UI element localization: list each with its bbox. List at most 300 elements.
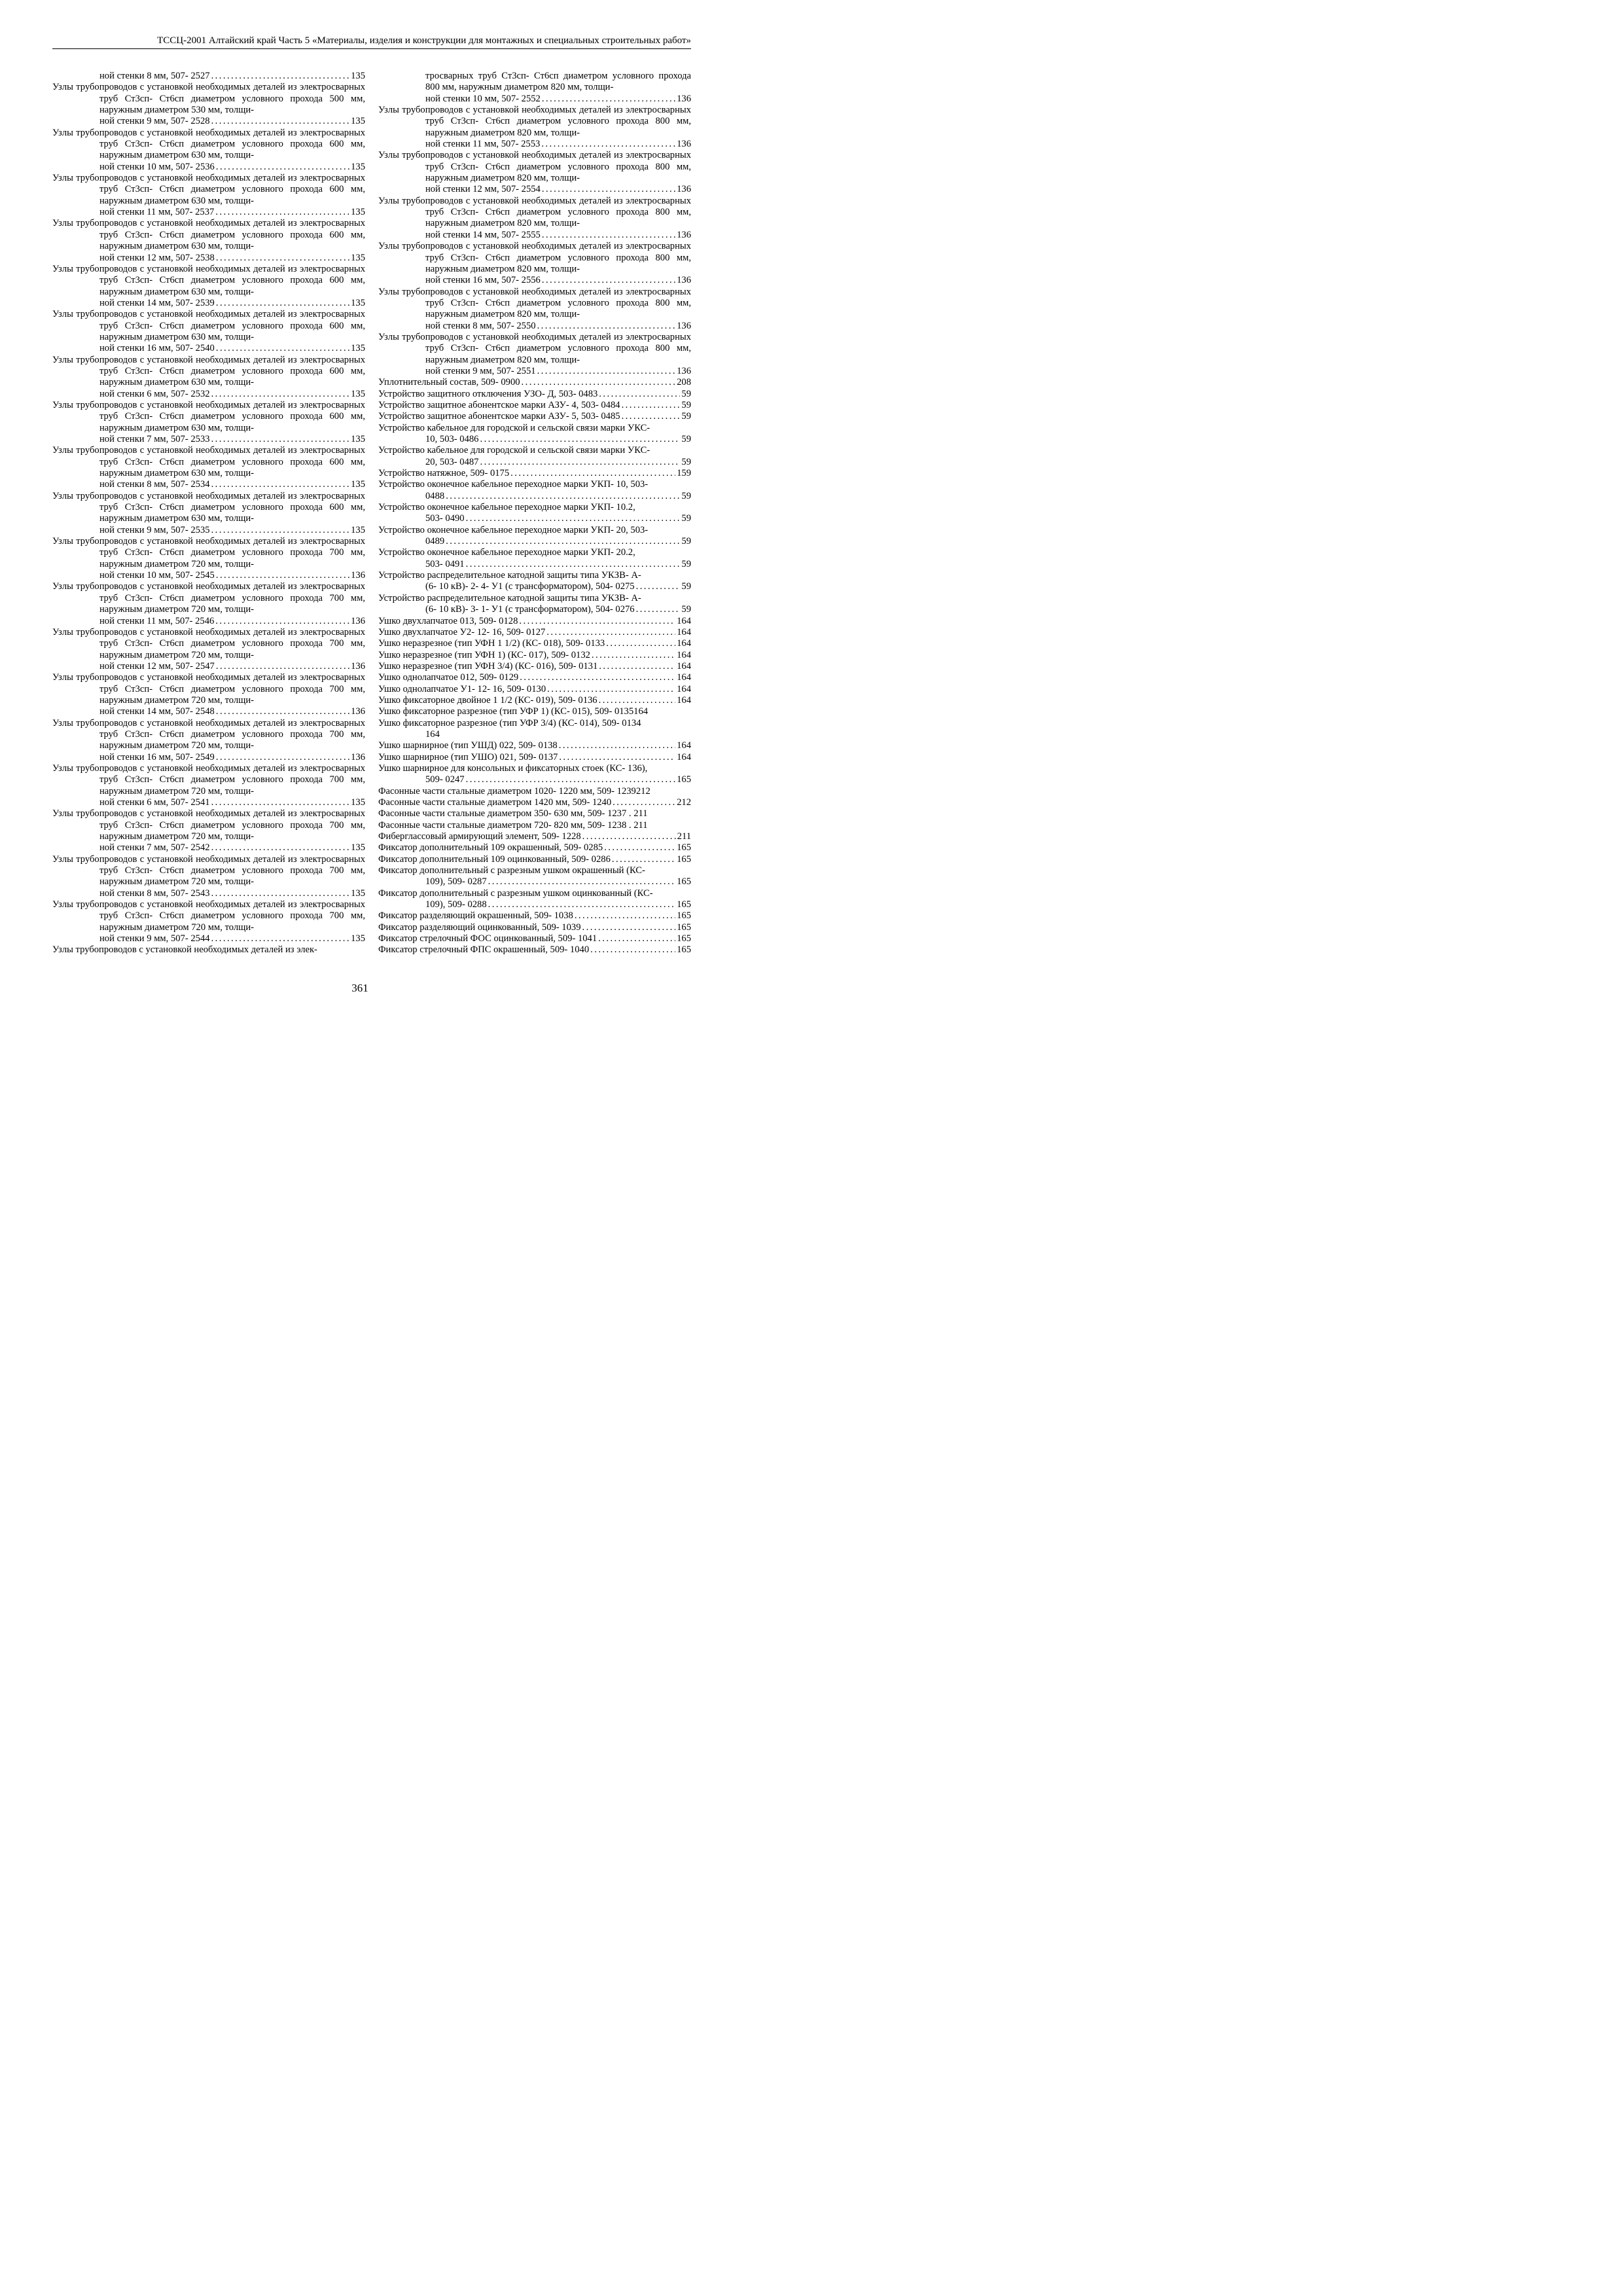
- entry-text: Фиберглассовый армирующий элемент, 509- 1228: [378, 831, 581, 842]
- index-entry: [378, 820, 691, 831]
- index-entry: [378, 627, 691, 638]
- index-line: [378, 650, 691, 661]
- index-line: [378, 638, 691, 649]
- entry-page: 59: [681, 456, 691, 467]
- entry-text: ной стенки 6 мм, 507- 2532: [99, 388, 210, 399]
- index-line: [378, 434, 691, 445]
- index-entry: [378, 831, 691, 842]
- dot-leader: [613, 797, 675, 808]
- entry-page: 136: [351, 660, 365, 672]
- entry-text: ной стенки 8 мм, 507- 2543: [99, 888, 210, 899]
- index-line: [52, 525, 365, 536]
- entry-lead: Узлы трубопроводов с установкой необходимых деталей из электросварных труб Ст3сп- Ст6сп диаметром условного прохода 600 мм, наружным диаметром 630 мм, толщи-: [52, 218, 365, 252]
- dot-leader: [488, 899, 675, 910]
- entry-page: 135: [351, 888, 365, 899]
- index-line: [52, 797, 365, 808]
- entry-text: 0489: [425, 536, 445, 547]
- index-entry: [378, 400, 691, 411]
- index-line: [52, 343, 365, 354]
- index-line: [378, 94, 691, 105]
- dot-leader: [522, 377, 676, 388]
- dot-leader: [582, 922, 676, 933]
- dot-leader: [599, 389, 680, 400]
- entry-text: ной стенки 9 мм, 507- 2551: [425, 365, 536, 376]
- entry-page: 135: [351, 297, 365, 308]
- entry-page: 136: [677, 139, 691, 150]
- entry-text: 503- 0491: [425, 558, 465, 569]
- index-entry: [378, 706, 691, 717]
- entry-text: Фиксатор разделяющий оцинкованный, 509- 1039: [378, 922, 581, 933]
- entry-page: 135: [351, 524, 365, 535]
- index-line: [378, 581, 691, 592]
- dot-leader: [216, 570, 349, 581]
- entry-lead: Узлы трубопроводов с установкой необходимых деталей из электросварных труб Ст3сп- Ст6сп диаметром условного прохода 600 мм, наружным диаметром 630 мм, толщи-: [52, 127, 365, 161]
- index-line: [378, 854, 691, 865]
- dot-leader: [211, 71, 350, 82]
- entry-lead: Устройство оконечное кабельное переходное марки УКП- 20, 503-: [378, 524, 649, 535]
- entry-text: 503- 0490: [425, 513, 465, 524]
- entry-text: ной стенки 8 мм, 507- 2550: [425, 320, 536, 331]
- entry-lead: Узлы трубопроводов с установкой необходимых деталей из электросварных труб Ст3сп- Ст6сп диаметром условного прохода 700 мм, наружным диаметром 720 мм, толщи-: [52, 626, 365, 660]
- index-line: [378, 377, 691, 388]
- dot-leader: [466, 559, 681, 570]
- entry-text: ной стенки 16 мм, 507- 2540: [99, 343, 215, 354]
- entry-lead: Узлы трубопроводов с установкой необходимых деталей из электросварных труб Ст3сп- Ст6сп диаметром условного прохода 800 мм, наружным диаметром 820 мм, толщи-: [378, 331, 691, 365]
- index-entry: [378, 547, 691, 570]
- dot-leader: [216, 298, 349, 309]
- entry-text: Ушко неразрезное (тип УФН 1) (КС- 017), 509- 0132: [378, 649, 590, 660]
- entry-page: 165: [677, 842, 691, 853]
- dot-leader: [590, 944, 675, 956]
- entry-text: Фасонные части стальные диаметром 350- 630 мм, 509- 1237 . 211: [378, 808, 648, 819]
- index-entry: [378, 150, 691, 195]
- index-entry: [378, 570, 691, 593]
- entry-lead: Узлы трубопроводов с установкой необходимых деталей из электросварных труб Ст3сп- Ст6сп диаметром условного прохода 600 мм, наружным диаметром 630 мм, толщи-: [52, 399, 365, 433]
- dot-leader: [542, 275, 675, 286]
- index-entry: [52, 173, 365, 218]
- entry-page: 164: [677, 683, 691, 694]
- index-entry: [52, 581, 365, 626]
- dot-leader: [216, 343, 349, 354]
- dot-leader: [599, 661, 675, 672]
- dot-leader: [520, 672, 675, 683]
- entry-text: Фиксатор дополнительный 109 оцинкованный, 509- 0286: [378, 853, 611, 865]
- index-entry: [378, 854, 691, 865]
- dot-leader: [606, 638, 675, 649]
- index-line: [378, 627, 691, 638]
- index-entry: [378, 944, 691, 956]
- entry-text: ной стенки 11 мм, 507- 2553: [425, 139, 541, 150]
- entry-text: ной стенки 16 мм, 507- 2549: [99, 751, 215, 762]
- index-line: [378, 366, 691, 377]
- entry-text: ной стенки 14 мм, 507- 2539: [99, 297, 215, 308]
- entry-page: 164: [677, 694, 691, 706]
- index-entry: [52, 899, 365, 944]
- entry-page: 165: [677, 774, 691, 785]
- index-entry: [378, 287, 691, 332]
- entry-page: 165: [677, 922, 691, 933]
- entry-page: 164: [677, 615, 691, 626]
- entry-text: ной стенки 11 мм, 507- 2546: [99, 615, 215, 626]
- index-entry: [378, 502, 691, 525]
- entry-page: 59: [681, 513, 691, 524]
- entry-text: ной стенки 10 мм, 507- 2552: [425, 93, 541, 104]
- entry-page: 165: [677, 899, 691, 910]
- entry-page: 135: [351, 252, 365, 263]
- entry-text: ной стенки 8 мм, 507- 2534: [99, 479, 210, 490]
- dot-leader: [216, 253, 349, 264]
- index-entry: [378, 332, 691, 377]
- index-entry: [378, 71, 691, 105]
- entry-page: 135: [351, 71, 365, 81]
- entry-lead: Устройство оконечное кабельное переходное марки УКП- 20.2,: [378, 547, 635, 558]
- entry-text: Устройство защитное абонентское марки АЗУ- 4, 503- 0484: [378, 399, 620, 410]
- entry-text: Уплотнительный состав, 509- 0900: [378, 377, 520, 388]
- entry-lead: тросварных труб Ст3сп- Ст6сп диаметром условного прохода 800 мм, наружным диаметром 820 мм, толщи-: [425, 71, 691, 93]
- index-line: [378, 944, 691, 956]
- dot-leader: [622, 411, 681, 422]
- index-entry: [378, 763, 691, 786]
- index-entry: [378, 638, 691, 649]
- entry-lead: Устройство оконечное кабельное переходное марки УКП- 10, 503-: [378, 479, 649, 490]
- index-entry: [378, 786, 691, 797]
- dot-leader: [211, 116, 350, 127]
- entry-lead: Узлы трубопроводов с установкой необходимых деталей из электросварных труб Ст3сп- Ст6сп диаметром условного прохода 600 мм, наружным диаметром 630 мм, толщи-: [52, 490, 365, 524]
- index-entry: [378, 650, 691, 661]
- entry-text: ной стенки 14 мм, 507- 2548: [99, 706, 215, 717]
- index-line: [52, 71, 365, 82]
- entry-text: Ушко шарнирное (тип УШД) 022, 509- 0138: [378, 740, 558, 751]
- entry-text: Устройство защитное абонентское марки АЗУ- 5, 503- 0485: [378, 411, 620, 422]
- entry-text: Ушко однолапчатое 012, 509- 0129: [378, 672, 519, 683]
- index-line: [52, 752, 365, 763]
- index-entry: [378, 525, 691, 548]
- index-line: [378, 275, 691, 286]
- dot-leader: [592, 650, 675, 661]
- index-entry: [52, 309, 365, 354]
- entry-lead: Фиксатор дополнительный с разрезным ушком окрашенный (КС-: [378, 865, 645, 876]
- index-entry: [52, 264, 365, 309]
- index-entry: [378, 752, 691, 763]
- index-entry: [378, 797, 691, 808]
- dot-leader: [537, 366, 676, 377]
- entry-text: Фасонные части стальные диаметром 720- 820 мм, 509- 1238 . 211: [378, 819, 648, 831]
- entry-text: ной стенки 9 мм, 507- 2535: [99, 524, 210, 535]
- entry-page: 59: [681, 536, 691, 547]
- index-line: [52, 888, 365, 899]
- entry-page: 165: [677, 910, 691, 922]
- index-entry: [52, 82, 365, 127]
- index-line: [52, 298, 365, 309]
- entry-page: 211: [677, 831, 691, 842]
- entry-text: Фиксатор стрелочный ФПС окрашенный, 509- 1040: [378, 944, 590, 956]
- entry-lead: Узлы трубопроводов с установкой необходимых деталей из электросварных труб Ст3сп- Ст6сп диаметром условного прохода 800 мм, наружным диаметром 820 мм, толщи-: [378, 150, 691, 184]
- entry-page: 135: [351, 933, 365, 944]
- index-entry: [378, 865, 691, 888]
- dot-leader: [480, 457, 680, 468]
- entry-text: Устройство защитного отключения УЗО- Д, 503- 0483: [378, 388, 598, 399]
- entry-lead: Узлы трубопроводов с установкой необходимых деталей из электросварных труб Ст3сп- Ст6сп диаметром условного прохода 800 мм, наружным диаметром 820 мм, толщи-: [378, 195, 691, 229]
- dot-leader: [211, 389, 350, 400]
- entry-lead: Узлы трубопроводов с установкой необходимых деталей из электросварных труб Ст3сп- Ст6сп диаметром условного прохода 600 мм, наружным диаметром 630 мм, толщи-: [52, 445, 365, 479]
- index-entry: [378, 241, 691, 286]
- dot-leader: [604, 842, 675, 853]
- index-line: [378, 604, 691, 615]
- index-line: [52, 434, 365, 445]
- entry-page: 59: [681, 388, 691, 399]
- entry-page: 136: [677, 365, 691, 376]
- index-entry: [52, 355, 365, 400]
- running-header: ТССЦ-2001 Алтайский край Часть 5 «Материалы, изделия и конструкции для монтажных и специальных строительных работ»: [52, 34, 691, 49]
- dot-leader: [216, 752, 349, 763]
- index-line: [378, 230, 691, 241]
- entry-text: ной стенки 12 мм, 507- 2538: [99, 252, 215, 263]
- index-entry: [378, 411, 691, 422]
- index-entry: [52, 491, 365, 536]
- entry-text: Фиксатор разделяющий окрашенный, 509- 1038: [378, 910, 573, 922]
- index-entry: [378, 672, 691, 683]
- index-line: [378, 457, 691, 468]
- index-line: [52, 207, 365, 218]
- entry-text: Ушко фиксаторное двойное 1 1/2 (КС- 019), 509- 0136: [378, 694, 597, 706]
- entry-text: Ушко неразрезное (тип УФН 3/4) (КС- 016), 509- 0131: [378, 660, 598, 672]
- dot-leader: [547, 684, 675, 695]
- index-line: [378, 842, 691, 853]
- index-line: [378, 797, 691, 808]
- dot-leader: [211, 888, 350, 899]
- index-line: [378, 184, 691, 195]
- index-entry: [378, 684, 691, 695]
- entry-page: 136: [677, 320, 691, 331]
- index-line: [378, 774, 691, 785]
- index-line: [378, 740, 691, 751]
- entry-text: Ушко шарнирное (тип УШО) 021, 509- 0137: [378, 751, 558, 762]
- index-entry: [52, 71, 365, 82]
- entry-text: 109), 509- 0288: [425, 899, 487, 910]
- entry-text: ной стенки 14 мм, 507- 2555: [425, 229, 541, 240]
- dot-leader: [546, 627, 675, 638]
- entry-text: Фиксатор стрелочный ФОС оцинкованный, 509- 1041: [378, 933, 597, 944]
- entry-lead: Узлы трубопроводов с установкой необходимых деталей из электросварных труб Ст3сп- Ст6сп диаметром условного прохода 700 мм, наружным диаметром 720 мм, толщи-: [52, 536, 365, 569]
- entry-page: 165: [677, 944, 691, 956]
- dot-leader: [519, 616, 675, 627]
- entry-lead: Узлы трубопроводов с установкой необходимых деталей из электросварных труб Ст3сп- Ст6сп диаметром условного прохода 700 мм, наружным диаметром 720 мм, толщи-: [52, 808, 365, 842]
- index-line: [378, 411, 691, 422]
- index-line: [378, 468, 691, 479]
- entry-page: 208: [677, 377, 691, 388]
- dot-leader: [636, 581, 681, 592]
- index-entry: [52, 854, 365, 899]
- entry-text: Ушко двухлапчатое 013, 509- 0128: [378, 615, 518, 626]
- index-column-left: [52, 71, 365, 956]
- entry-page: 164: [677, 638, 691, 649]
- dot-leader: [510, 468, 675, 479]
- dot-leader: [582, 831, 676, 842]
- entry-page: 135: [351, 842, 365, 853]
- entry-page: 136: [677, 275, 691, 286]
- entry-page: 135: [351, 797, 365, 808]
- entry-lead: Узлы трубопроводов с установкой необходимых деталей из электросварных труб Ст3сп- Ст6сп диаметром условного прохода 600 мм, наружным диаметром 630 мм, толщи-: [52, 309, 365, 342]
- entry-page: 165: [677, 853, 691, 865]
- index-entry: [378, 479, 691, 502]
- entry-lead: Узлы трубопроводов с установкой необходимых деталей из электросварных труб Ст3сп- Ст6сп диаметром условного прохода 600 мм, наружным диаметром 630 мм, толщи-: [52, 354, 365, 388]
- entry-text: 0488: [425, 490, 445, 501]
- entry-page: 164: [677, 626, 691, 637]
- entry-text: ной стенки 12 мм, 507- 2554: [425, 184, 541, 195]
- entry-text: 20, 503- 0487: [425, 456, 479, 467]
- entry-text: (6- 10 кВ)- 3- 1- У1 (с трансформатором), 504- 0276: [425, 604, 635, 615]
- index-line: [378, 933, 691, 944]
- entry-page: 164: [677, 672, 691, 683]
- index-line: [378, 661, 691, 672]
- entry-lead: Узлы трубопроводов с установкой необходимых деталей из электросварных труб Ст3сп- Ст6сп диаметром условного прохода 600 мм, наружным диаметром 630 мм, толщи-: [52, 173, 365, 206]
- entry-page: 136: [677, 229, 691, 240]
- index-entry: [378, 888, 691, 911]
- dot-leader: [542, 94, 675, 105]
- dot-leader: [559, 752, 675, 763]
- index-line: [378, 672, 691, 683]
- index-entry: [52, 763, 365, 808]
- entry-page: 159: [677, 468, 691, 479]
- entry-text: Фасонные части стальные диаметром 1420 мм, 509- 1240: [378, 797, 612, 808]
- entry-page: 59: [681, 490, 691, 501]
- index-entry: [52, 536, 365, 581]
- dot-leader: [541, 139, 675, 150]
- entry-lead: Устройство распределительное катодной защиты типа УКЗВ- А-: [378, 570, 641, 581]
- entry-lead: Узлы трубопроводов с установкой необходимых деталей из электросварных труб Ст3сп- Ст6сп диаметром условного прохода 700 мм, наружным диаметром 720 мм, толщи-: [52, 853, 365, 888]
- entry-page: 59: [681, 558, 691, 569]
- index-entry: [378, 695, 691, 706]
- entry-lead: Устройство распределительное катодной защиты типа УКЗВ- А-: [378, 592, 641, 603]
- entry-page: 212: [677, 797, 691, 808]
- index-line: [378, 831, 691, 842]
- index-line: [52, 933, 365, 944]
- entry-text: Ушко фиксаторное разрезное (тип УФР 3/4) (КС- 014), 509- 0134: [378, 717, 641, 728]
- index-line: [378, 139, 691, 150]
- dot-leader: [575, 910, 675, 922]
- entry-lead: Устройство оконечное кабельное переходное марки УКП- 10.2,: [378, 502, 635, 513]
- dot-leader: [211, 933, 350, 944]
- index-line: [52, 570, 365, 581]
- entry-text: ной стенки 12 мм, 507- 2547: [99, 660, 215, 672]
- entry-page: 164: [677, 751, 691, 762]
- index-entry: [378, 389, 691, 400]
- index-entry: [378, 910, 691, 922]
- entry-page: 164: [425, 728, 440, 740]
- entry-text: Устройство натяжное, 509- 0175: [378, 468, 510, 479]
- entry-text: ной стенки 7 мм, 507- 2542: [99, 842, 210, 853]
- entry-page: 136: [677, 184, 691, 195]
- index-entry: [52, 445, 365, 490]
- index-line: [378, 899, 691, 910]
- dot-leader: [211, 525, 350, 536]
- entry-text: Ушко фиксаторное разрезное (тип УФР 1) (КС- 015), 509- 0135164: [378, 706, 649, 717]
- entry-page: 59: [681, 399, 691, 410]
- entry-page: 136: [677, 93, 691, 104]
- index-entry: [52, 627, 365, 672]
- index-column-right: [378, 71, 691, 956]
- index-line: [378, 536, 691, 547]
- index-line: [378, 695, 691, 706]
- dot-leader: [446, 491, 680, 502]
- entry-page: 164: [677, 660, 691, 672]
- index-entry: [378, 468, 691, 479]
- entry-text: ной стенки 16 мм, 507- 2556: [425, 275, 541, 286]
- entry-page: 136: [351, 615, 365, 626]
- entry-text: Ушко двухлапчатое У2- 12- 16, 509- 0127: [378, 626, 546, 637]
- index-entry: [378, 105, 691, 150]
- index-entry: [52, 718, 365, 763]
- dot-leader: [211, 797, 350, 808]
- entry-lead: Узлы трубопроводов с установкой необходимых деталей из электросварных труб Ст3сп- Ст6сп диаметром условного прохода 700 мм, наружным диаметром 720 мм, толщи-: [52, 581, 365, 615]
- index-line: [52, 389, 365, 400]
- dot-leader: [216, 162, 349, 173]
- index-entry: [378, 661, 691, 672]
- index-entry: [378, 377, 691, 388]
- index-line: [52, 162, 365, 173]
- index-entry: [378, 423, 691, 446]
- entry-text: Ушко однолапчатое У1- 12- 16, 509- 0130: [378, 683, 546, 694]
- index-line: [378, 491, 691, 502]
- entry-page: 165: [677, 933, 691, 944]
- entry-page: 135: [351, 388, 365, 399]
- entry-text: 509- 0247: [425, 774, 465, 785]
- index-line: [52, 479, 365, 490]
- index-line: [378, 876, 691, 888]
- index-line: [378, 513, 691, 524]
- entry-page: 135: [351, 207, 365, 218]
- dot-leader: [446, 536, 680, 547]
- index-line: [52, 661, 365, 672]
- entry-lead: Узлы трубопроводов с установкой необходимых деталей из электросварных труб Ст3сп- Ст6сп диаметром условного прохода 500 мм, наружным диаметром 530 мм, толщи-: [52, 82, 365, 116]
- index-line: [378, 389, 691, 400]
- entry-lead: Узлы трубопроводов с установкой необходимых деталей из электросварных труб Ст3сп- Ст6сп диаметром условного прохода 700 мм, наружным диаметром 720 мм, толщи-: [52, 762, 365, 797]
- index-entry: [378, 933, 691, 944]
- index-line: [52, 253, 365, 264]
- index-line: [52, 842, 365, 853]
- index-line: [52, 116, 365, 127]
- entry-text: 10, 503- 0486: [425, 434, 479, 444]
- index-entry: [52, 400, 365, 445]
- entry-page: 165: [677, 876, 691, 888]
- dot-leader: [559, 740, 675, 751]
- entry-lead: Узлы трубопроводов с установкой необходимых деталей из электросварных труб Ст3сп- Ст6сп диаметром условного прохода 800 мм, наружным диаметром 820 мм, толщи-: [378, 105, 691, 138]
- entry-text: ной стенки 7 мм, 507- 2533: [99, 434, 210, 444]
- entry-page: 164: [677, 740, 691, 751]
- entry-page: 135: [351, 479, 365, 490]
- entry-page: 136: [351, 706, 365, 717]
- entry-lead: Узлы трубопроводов с установкой необходимых деталей из электросварных труб Ст3сп- Ст6сп диаметром условного прохода 800 мм, наружным диаметром 820 мм, толщи-: [378, 241, 691, 274]
- dot-leader: [636, 604, 681, 615]
- index-line: [378, 559, 691, 570]
- entry-page: 136: [351, 751, 365, 762]
- index-entry: [378, 922, 691, 933]
- entry-lead: Узлы трубопроводов с установкой необходимых деталей из электросварных труб Ст3сп- Ст6сп диаметром условного прохода 700 мм, наружным диаметром 720 мм, толщи-: [52, 672, 365, 706]
- dot-leader: [215, 616, 349, 627]
- dot-leader: [211, 434, 350, 445]
- dot-leader: [216, 661, 349, 672]
- entry-page: 135: [351, 434, 365, 444]
- entry-lead: Узлы трубопроводов с установкой необходимых деталей из электросварных труб Ст3сп- Ст6сп диаметром условного прохода 700 мм, наружным диаметром 720 мм, толщи-: [52, 899, 365, 933]
- dot-leader: [215, 207, 349, 218]
- index-entry: [378, 842, 691, 853]
- entry-lead: Узлы трубопроводов с установкой необходимых деталей из электросварных труб Ст3сп- Ст6сп диаметром условного прохода 600 мм, наружным диаметром 630 мм, толщи-: [52, 263, 365, 297]
- entry-lead: Узлы трубопроводов с установкой необходимых деталей из электросварных труб Ст3сп- Ст6сп диаметром условного прохода 800 мм, наружным диаметром 820 мм, толщи-: [378, 286, 691, 320]
- index-entry: [52, 128, 365, 173]
- entry-page: 136: [351, 570, 365, 581]
- dot-leader: [612, 854, 675, 865]
- entry-text: ной стенки 9 мм, 507- 2528: [99, 116, 210, 127]
